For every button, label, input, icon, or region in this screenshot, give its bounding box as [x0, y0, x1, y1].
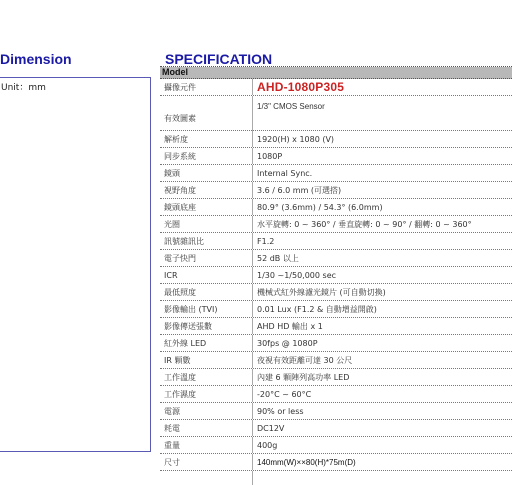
row-label: 光圈: [164, 219, 180, 229]
table-row: [160, 318, 512, 335]
row-label: 耗電: [164, 423, 180, 433]
table-row: [160, 199, 512, 216]
table-row: [160, 131, 512, 148]
table-row: [160, 250, 512, 267]
table-row: [160, 216, 512, 233]
table-row-empty: [160, 471, 512, 485]
row-value: 80.9° (3.6mm) / 54.3° (6.0mm): [252, 199, 512, 215]
table-row: [160, 79, 512, 96]
row-value: [252, 96, 512, 136]
table-row: [160, 233, 512, 250]
row-label: 有效圖素: [164, 114, 196, 123]
dimension-heading: Dimension: [0, 51, 72, 67]
row-value: -20°C ~ 60°C: [252, 386, 512, 402]
row-label: 工作溫度: [164, 372, 196, 382]
table-row: [160, 369, 512, 386]
specification-heading: SPECIFICATION: [165, 51, 273, 67]
row-value: 3.6 / 6.0 mm (可選搭): [252, 182, 512, 198]
row-value: 400g: [252, 437, 512, 453]
row-label: ICR: [164, 270, 178, 280]
row-label: 影像輸出 (TVI): [164, 304, 218, 314]
row-value-text: 1/3" CMOS Sensor: [257, 102, 325, 111]
row-value: 90% or less: [252, 403, 512, 419]
spec-table: [160, 67, 512, 485]
table-row: [160, 148, 512, 165]
table-header-model: Model: [160, 67, 512, 79]
row-label: 最低照度: [164, 287, 196, 297]
row-value: 52 dB 以上: [252, 250, 512, 266]
table-row: [160, 403, 512, 420]
row-label: 攝像元件: [164, 82, 196, 92]
table-row: [160, 386, 512, 403]
row-value: 機械式紅外線濾光鏡片 (可自動切換): [252, 284, 512, 300]
row-value: 30fps @ 1080P: [252, 335, 512, 351]
row-value: 夜視有效距離可達 30 公尺: [252, 352, 512, 368]
table-row: [160, 420, 512, 437]
row-value: 水平旋轉: 0 ~ 360° / 垂直旋轉: 0 ~ 90° / 翻轉: 0 ~ 360°: [252, 216, 512, 232]
row-label: 紅外線 LED: [164, 338, 207, 348]
row-label: 電源: [164, 406, 180, 416]
unit-label: Unit：mm: [1, 83, 46, 93]
table-row: [160, 301, 512, 318]
row-value: F1.2: [252, 233, 512, 249]
table-row: [160, 437, 512, 454]
table-row: [160, 165, 512, 182]
row-label: 鏡頭底座: [164, 202, 196, 212]
row-label: 鏡頭: [164, 168, 180, 178]
table-row: [160, 352, 512, 369]
row-value: 1080P: [252, 148, 512, 164]
table-row: [160, 284, 512, 301]
row-label: 電子快門: [164, 253, 196, 263]
row-value: 內建 6 顆陣列高功率 LED: [252, 369, 512, 385]
row-value: 140mm(W)××80(H)*75m(D): [252, 454, 512, 470]
table-row: [160, 454, 512, 471]
row-label: 訊號雜訊比: [164, 236, 204, 246]
row-label: 影像傳送張數: [164, 321, 212, 331]
table-row: [160, 182, 512, 199]
row-value: AHD HD 輸出 x 1: [252, 318, 512, 334]
table-row: [160, 335, 512, 352]
row-label: 重量: [164, 440, 180, 450]
row-label: IR 顆數: [164, 355, 191, 365]
row-value: 1/30 ~1/50,000 sec: [252, 267, 512, 283]
dimension-panel: [0, 77, 151, 452]
row-label: 解析度: [164, 134, 188, 144]
row-value: Internal Sync.: [252, 165, 512, 181]
model-number: AHD-1080P305: [252, 79, 512, 95]
row-value: 0.01 Lux (F1.2 & 自動增益開啟): [252, 301, 512, 317]
row-value: 1920(H) x 1080 (V): [252, 131, 512, 147]
table-row: [160, 96, 512, 131]
row-label: 視野角度: [164, 185, 196, 195]
table-row: [160, 267, 512, 284]
row-label: 工作濕度: [164, 389, 196, 399]
row-value: DC12V: [252, 420, 512, 436]
row-label: 同步系統: [164, 151, 196, 161]
row-label: 尺寸: [164, 457, 180, 467]
row-value-empty: [252, 471, 512, 485]
